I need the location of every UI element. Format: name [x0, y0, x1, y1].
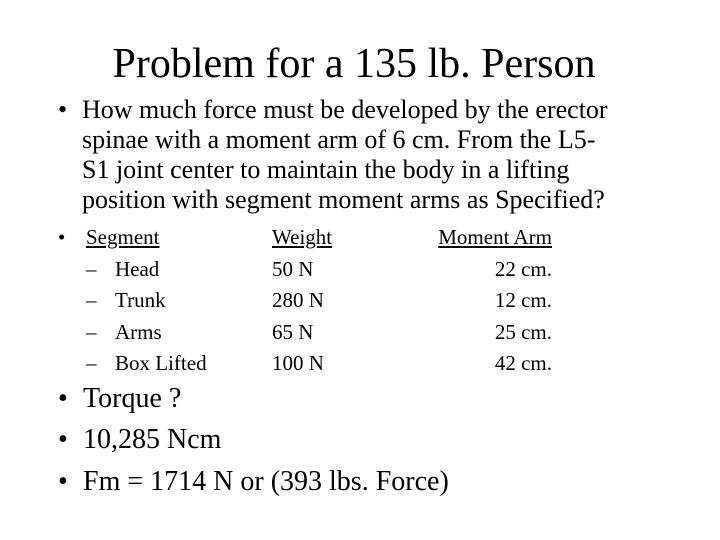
- bullet-icon: •: [58, 424, 68, 455]
- segment-column: [86, 222, 266, 380]
- segment-name: Head: [115, 256, 160, 281]
- weight-value: 280 N: [272, 288, 324, 312]
- moment-arm-header: Moment Arm: [438, 225, 552, 249]
- dash-icon: –: [86, 351, 97, 375]
- question-line: S1 joint center to maintain the body in a lifting: [82, 155, 570, 184]
- question-line: spinae with a moment arm of 6 cm. From the L5-: [82, 125, 596, 154]
- slide-title: Problem for a 135 lb. Person: [112, 41, 596, 87]
- bullet-icon: •: [58, 466, 68, 497]
- segment-name: Box Lifted: [115, 351, 207, 375]
- bullet-icon: •: [58, 95, 68, 124]
- force-answer: Fm = 1714 N or (393 lbs. Force): [83, 466, 449, 497]
- moment-arm-value: 12 cm.: [494, 288, 552, 312]
- question-text: [82, 95, 702, 215]
- segment-header: Segment: [86, 225, 160, 249]
- weight-value: 100 N: [272, 351, 324, 375]
- moment-arm-value: 22 cm.: [494, 256, 552, 281]
- segment-name: Trunk: [115, 288, 166, 312]
- question-line: How much force must be developed by the erector: [82, 95, 608, 124]
- dash-icon: –: [86, 319, 97, 344]
- question-line: position with segment moment arms as Specified?: [82, 185, 605, 214]
- moment-arm-value: 25 cm.: [494, 319, 552, 344]
- dash-icon: –: [86, 288, 97, 312]
- table-row: [86, 348, 266, 380]
- moment-arm-column: [402, 222, 552, 380]
- bullet-icon: •: [58, 225, 66, 249]
- torque-question: Torque ?: [83, 383, 182, 414]
- weight-header: Weight: [272, 225, 333, 249]
- table-row: [86, 254, 266, 286]
- table-row: [86, 317, 266, 349]
- torque-answer: 10,285 Ncm: [83, 424, 222, 455]
- weight-value: 50 N: [272, 256, 314, 281]
- segment-name: Arms: [115, 319, 162, 344]
- bullet-icon: •: [58, 383, 68, 414]
- table-row: [86, 285, 266, 317]
- moment-arm-value: 42 cm.: [494, 351, 552, 375]
- weight-column: [272, 222, 402, 380]
- weight-value: 65 N: [272, 319, 314, 344]
- dash-icon: –: [86, 256, 97, 281]
